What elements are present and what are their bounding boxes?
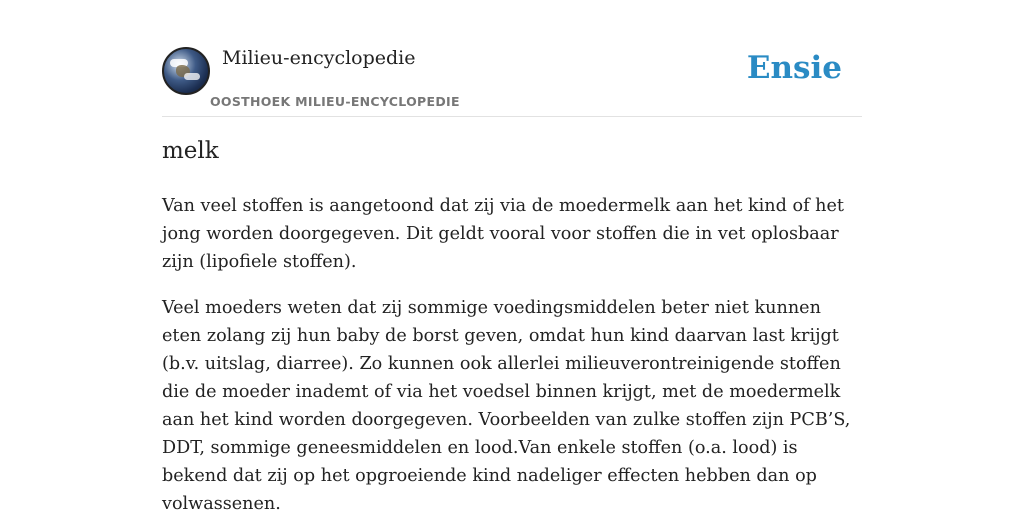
site-subtitle[interactable]: OOSTHOEK MILIEU-ENCYCLOPEDIE [210,94,460,109]
page-title: melk [162,138,219,164]
article-paragraph: Veel moeders weten dat zij sommige voedingsmiddelen beter niet kunnen eten zolang zij hun baby de borst geven, omdat hun kind daarvan last krijgt (b.v. uitslag, diarree). Zo kunnen ook allerlei milieuverontreinigende stoffen die de moeder inademt of via het voedsel binnen krijgt, met de moedermelk aan het kind worden doorgegeven. Voorbeelden van zulke stoffen zijn PCB’S, DDT, sommige geneesmiddelen en lood.Van enkele stoffen (o.a. lood) is bekend dat zij op het opgroeiende kind nadeliger effecten hebben dan op volwassenen. [162,298,851,512]
globe-cloud-shape [184,73,200,80]
article-body [162,192,862,512]
earth-globe-icon[interactable] [162,47,210,95]
article-paragraph: Van veel stoffen is aangetoond dat zij via de moedermelk aan het kind of het jong worden doorgegeven. Dit geldt vooral voor stoffen die in vet oplosbaar zijn (lipofiele stoffen). [162,196,844,272]
site-header [162,44,862,117]
brand-logo[interactable]: Ensie [746,50,842,86]
site-title[interactable]: Milieu-encyclopedie [222,47,416,69]
